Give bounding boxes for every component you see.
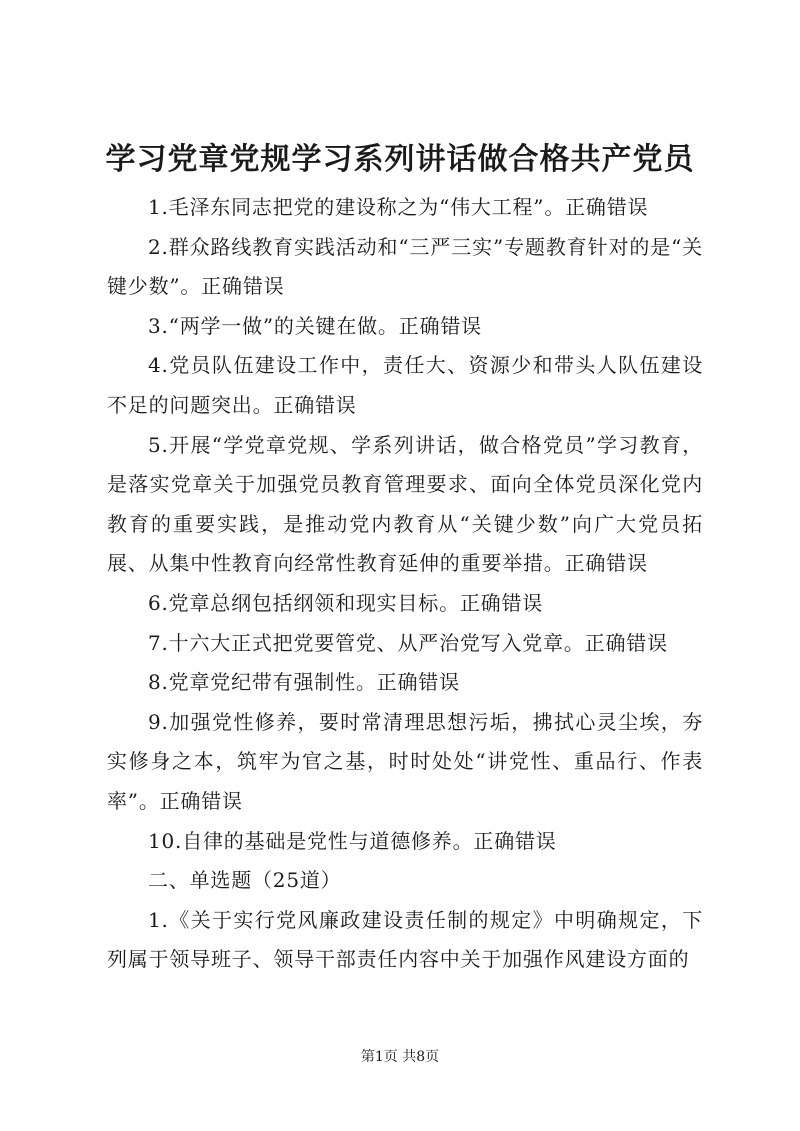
- question-paragraph: 7.十六大正式把党要管党、从严治党写入党章。正确错误: [148, 630, 668, 655]
- question-paragraph: 9.加强党性修养，要时常清理思想污垢，拂拭心灵尘埃，夯实修身之本，筑牢为官之基，时时处处“讲党性、重品行、作表率”。正确错误: [107, 709, 703, 813]
- page-footer: 第1页 共8页: [360, 1049, 440, 1065]
- document-body: [107, 188, 703, 980]
- document-title: 学习党章党规学习系列讲话做合格共产党员: [105, 142, 695, 177]
- question-paragraph: 5.开展“学党章党规、学系列讲话，做合格党员”学习教育，是落实党章关于加强党员教育管理要求、面向全体党员深化党内教育的重要实践，是推动党内教育从“关键少数”向广大党员拓展、从集中性教育向经常性教育延伸的重要举措。正确错误: [107, 432, 703, 576]
- question-paragraph: 2.群众路线教育实践活动和“三严三实”专题教育针对的是“关键少数”。正确错误: [107, 234, 703, 299]
- question-paragraph: 6.党章总纲包括纲领和现实目标。正确错误: [148, 590, 544, 615]
- question-paragraph: 1.毛泽东同志把党的建设称之为“伟大工程”。正确错误: [148, 195, 649, 219]
- question-paragraph: 1.《关于实行党风廉政建设责任制的规定》中明确规定，下列属于领导班子、领导干部责任内容中关于加强作风建设方面的: [107, 907, 703, 972]
- question-paragraph: 10.自律的基础是党性与道德修养。正确错误: [148, 828, 557, 853]
- question-paragraph: 3.“两学一做”的关键在做。正确错误: [148, 313, 482, 338]
- section-heading: 二、单选题（25道）: [148, 868, 342, 893]
- question-paragraph: 8.党章党纪带有强制性。正确错误: [148, 670, 460, 695]
- question-paragraph: 4.党员队伍建设工作中，责任大、资源少和带头人队伍建设不足的问题突出。正确错误: [107, 353, 703, 417]
